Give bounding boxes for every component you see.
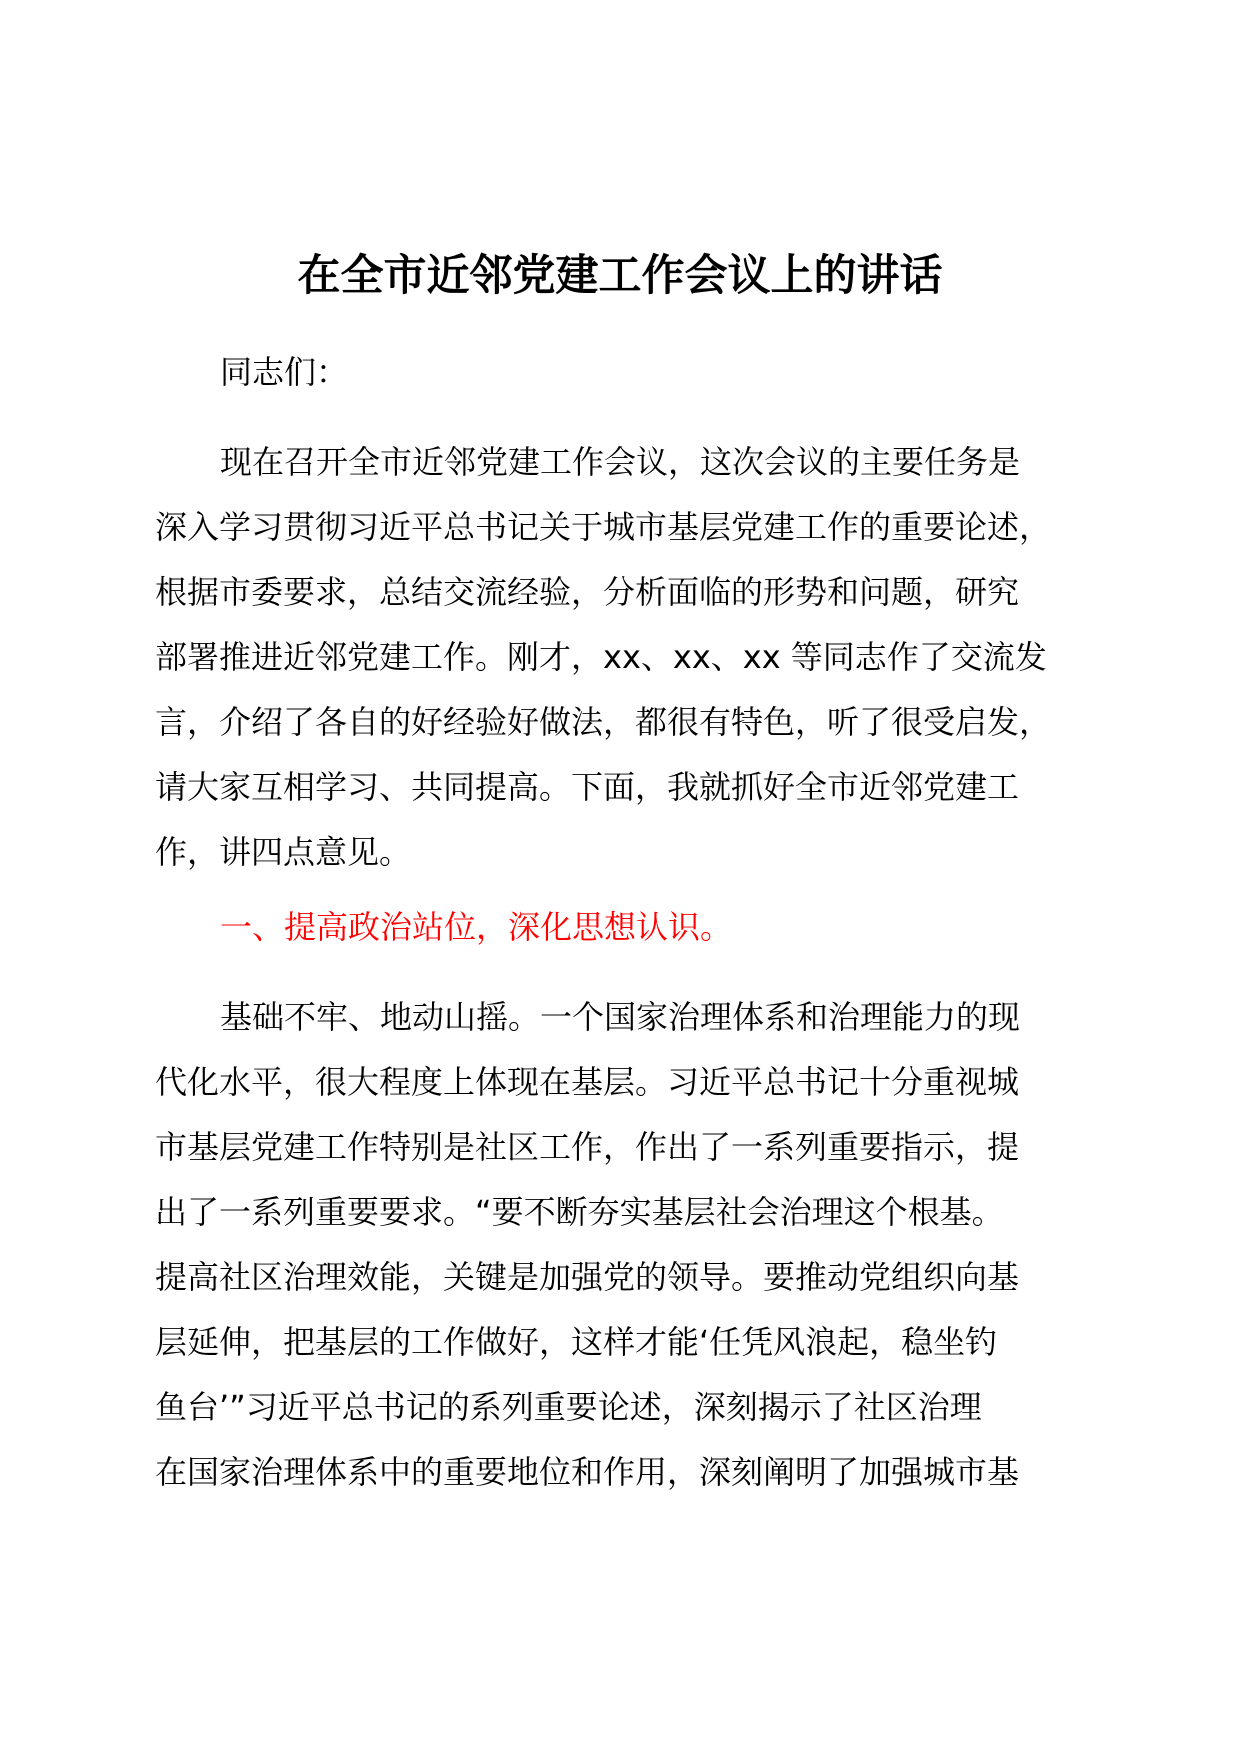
paragraph-line: 市基层党建工作特别是社区工作，作出了一系列重要指示，提 <box>155 1128 1020 1166</box>
paragraph-line: 在国家治理体系中的重要地位和作用，深刻阐明了加强城市基 <box>155 1453 1020 1491</box>
paragraph-line: 鱼台’”习近平总书记的系列重要论述，深刻揭示了社区治理 <box>155 1388 982 1426</box>
paragraph-line: 部署推进近邻党建工作。刚才，xx、xx、xx 等同志作了交流发 <box>155 638 1047 676</box>
paragraph-line: 深入学习贯彻习近平总书记关于城市基层党建工作的重要论述， <box>155 508 1052 546</box>
document-title: 在全市近邻党建工作会议上的讲话 <box>297 251 943 301</box>
paragraph-line: 代化水平，很大程度上体现在基层。习近平总书记十分重视城 <box>155 1063 1020 1101</box>
salutation <box>155 340 1090 405</box>
paragraph-line: 提高社区治理效能，关键是加强党的领导。要推动党组织向基 <box>155 1258 1020 1296</box>
paragraph-line: 出了一系列重要要求。“要不断夯实基层社会治理这个根基。 <box>155 1193 1004 1231</box>
section-heading <box>155 895 1090 960</box>
paragraph-line: 层延伸，把基层的工作做好，这样才能‘任凭风浪起，稳坐钓 <box>155 1323 998 1361</box>
paragraph-line: 根据市委要求，总结交流经验，分析面临的形势和问题，研究 <box>155 573 1020 611</box>
paragraph-line: 言，介绍了各自的好经验好做法，都很有特色，听了很受启发， <box>155 703 1052 741</box>
paragraph-line: 作，讲四点意见。 <box>155 833 412 871</box>
paragraph-line: 基础不牢、地动山摇。一个国家治理体系和治理能力的现 <box>220 998 1021 1036</box>
section-paragraph <box>155 985 1090 1505</box>
paragraph-line: 现在召开全市近邻党建工作会议，这次会议的主要任务是 <box>220 443 1021 481</box>
paragraph-line: 请大家互相学习、共同提高。下面，我就抓好全市近邻党建工 <box>155 768 1020 806</box>
salutation-text: 同志们： <box>220 353 349 391</box>
section-heading-text: 一、提高政治站位，深化思想认识。 <box>220 908 733 946</box>
opening-paragraph <box>155 430 1090 885</box>
